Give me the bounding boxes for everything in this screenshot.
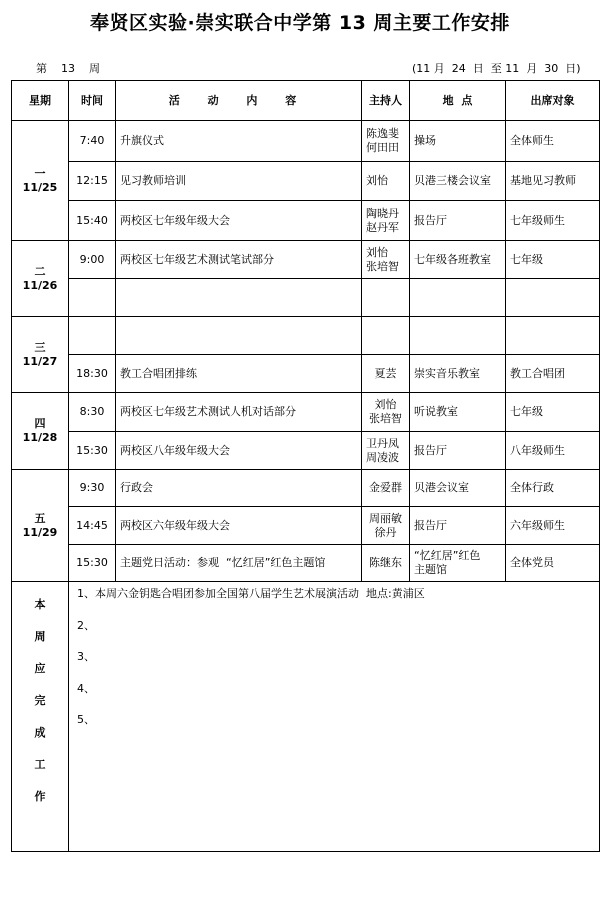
row-host [362,317,410,355]
row-location: 报告厅 [410,507,506,545]
schedule-table [11,80,600,852]
table-row [12,279,600,317]
notes-label-char: 作 [34,790,46,803]
row-content: 两校区七年级艺术测试笔试部分 [116,241,362,279]
row-location [410,279,506,317]
notes-label-char: 本 [34,598,46,611]
note-item: 4、 [77,681,95,695]
day-name: 三 [34,340,46,354]
day-name: 一 [34,166,46,180]
day-cell-monday [12,121,69,241]
row-time: 9:30 [69,470,116,507]
row-time: 7:40 [69,121,116,162]
row-host [362,279,410,317]
notes-label-char: 成 [34,726,46,739]
row-content: 行政会 [116,470,362,507]
table-row [12,470,600,507]
row-location: 听说教室 [410,393,506,432]
table-row [12,241,600,279]
row-time [69,279,116,317]
day-date: 11/25 [22,180,58,194]
row-content [116,279,362,317]
header-content: 活 动 内 容 [116,81,362,121]
row-host: 陈逸斐 何田田 [362,121,410,162]
row-time: 14:45 [69,507,116,545]
header-location: 地 点 [410,81,506,121]
row-host: 刘怡 [362,162,410,201]
row-host: 刘怡 张培智 [362,241,410,279]
row-content: 两校区八年级年级大会 [116,432,362,470]
row-host: 金爱群 [362,470,410,507]
row-content: 升旗仪式 [116,121,362,162]
row-attendees: 全体党员 [506,545,600,582]
row-time: 12:15 [69,162,116,201]
row-attendees: 全体行政 [506,470,600,507]
notes-label-char: 周 [34,630,46,643]
day-date: 11/26 [22,278,58,292]
row-attendees [506,279,600,317]
day-name: 二 [34,264,46,278]
day-cell-wednesday [12,317,69,393]
row-time: 15:40 [69,201,116,241]
week-label: 第 13 周 [36,62,100,75]
day-date: 11/27 [22,354,58,368]
header-day: 星期 [12,81,69,121]
row-content [116,317,362,355]
note-item: 3、 [77,650,95,663]
table-row [12,317,600,355]
row-content: 主题党日活动：参观 “忆红居”红色主题馆 [116,545,362,582]
notes-label-char: 完 [34,694,46,707]
row-attendees [506,317,600,355]
page-title: 奉贤区实验·崇实联合中学第 13 周主要工作安排 [90,12,510,34]
row-location: 报告厅 [410,432,506,470]
day-cell-tuesday [12,241,69,317]
row-time: 15:30 [69,432,116,470]
row-attendees: 六年级师生 [506,507,600,545]
row-location: 操场 [410,121,506,162]
table-row [12,355,600,393]
row-content: 见习教师培训 [116,162,362,201]
row-host: 卫丹凤 周凌波 [362,432,410,470]
day-name: 四 [34,417,46,430]
row-location: 报告厅 [410,201,506,241]
day-cell-friday [12,470,69,582]
row-time [69,317,116,355]
row-content: 教工合唱团排练 [116,355,362,393]
row-attendees: 教工合唱团 [506,355,600,393]
row-attendees: 八年级师生 [506,432,600,470]
row-host: 陈继东 [362,545,410,582]
table-row [12,545,600,582]
row-location: 七年级各班教室 [410,241,506,279]
notes-row [12,582,600,852]
row-content: 两校区七年级年级大会 [116,201,362,241]
day-date: 11/28 [22,431,58,444]
row-location: 崇实音乐教室 [410,355,506,393]
row-host: 夏芸 [362,355,410,393]
notes-cell [69,582,600,852]
row-attendees: 七年级 [506,393,600,432]
note-item: 1、本周六金钥匙合唱团参加全国第八届学生艺术展演活动 地点:黄浦区 [77,587,425,600]
row-location: “忆红居”红色 主题馆 [410,545,506,582]
row-host: 刘怡 张培智 [362,393,410,432]
row-time: 8:30 [69,393,116,432]
row-time: 18:30 [69,355,116,393]
header-time: 时间 [69,81,116,121]
row-time: 9:00 [69,241,116,279]
row-location [410,317,506,355]
day-cell-thursday [12,393,69,470]
day-name: 五 [34,511,46,525]
header-attendees: 出席对象 [506,81,600,121]
date-range: (11 月 24 日 至 11 月 30 日) [412,62,581,75]
row-attendees: 全体师生 [506,121,600,162]
row-attendees: 基地见习教师 [506,162,600,201]
row-host: 周丽敏 徐丹 [362,507,410,545]
header-row [12,81,600,121]
row-content: 两校区六年级年级大会 [116,507,362,545]
row-attendees: 七年级 [506,241,600,279]
note-item: 5、 [77,713,95,726]
table-row [12,162,600,201]
table-row [12,393,600,432]
table-row [12,201,600,241]
notes-label-char: 工 [34,758,46,771]
table-row [12,507,600,545]
notes-label [12,582,69,852]
note-item: 2、 [77,618,95,632]
notes-label-char: 应 [34,662,46,675]
row-time: 15:30 [69,545,116,582]
row-host: 陶晓丹 赵丹军 [362,201,410,241]
row-content: 两校区七年级艺术测试人机对话部分 [116,393,362,432]
row-location: 贝港三楼会议室 [410,162,506,201]
day-date: 11/29 [22,525,58,539]
table-row [12,121,600,162]
row-attendees: 七年级师生 [506,201,600,241]
table-row [12,432,600,470]
header-host: 主持人 [362,81,410,121]
row-location: 贝港会议室 [410,470,506,507]
